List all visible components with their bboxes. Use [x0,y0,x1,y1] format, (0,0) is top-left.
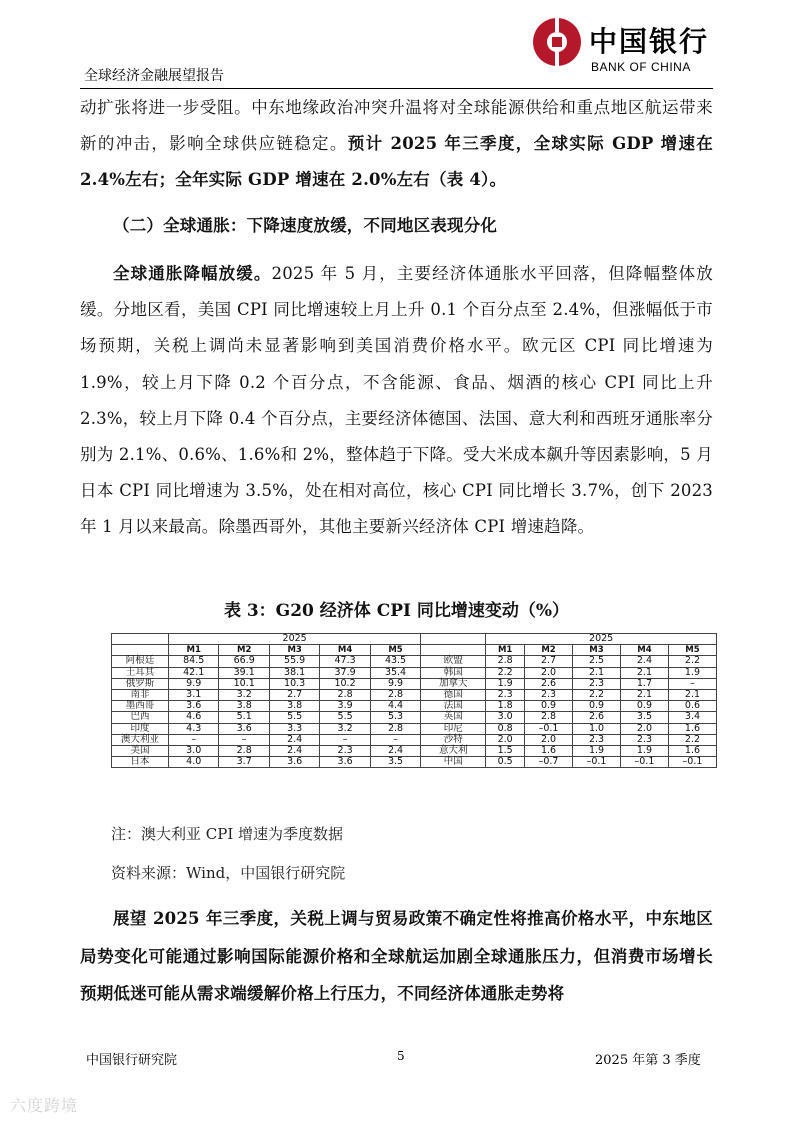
cpi-value: 0.9 [573,701,621,712]
paragraph-outlook-q3: 展望 2025 年三季度，关税上调与贸易政策不确定性将推高价格水平，中东地区局势变化可能通过影响国际能源价格和全球航运加剧全球通胀压力，但消费市场增长预期低迷可能从需求端缓解价格上行压力，不同经济体通胀走势将 [80,909,713,1003]
cpi-value: 39.1 [219,667,269,678]
cpi-value: 2.4 [269,734,319,745]
cpi-value: 2.1 [620,667,668,678]
table-source: 资料来源：Wind，中国银行研究院 [111,864,346,882]
cpi-value: 0.9 [525,701,573,712]
table-row [112,667,717,678]
paragraph-inflation [80,256,713,546]
cpi-value: 2.7 [269,689,319,700]
cpi-value: 3.2 [219,689,269,700]
country-name: 墨西哥 [112,701,169,712]
cpi-value: 1.9 [668,667,716,678]
cpi-value: 2.3 [620,734,668,745]
country-name: 中国 [421,757,486,768]
cpi-value: 3.9 [320,701,370,712]
section-heading: （二）全球通胀：下降速度放缓，不同地区表现分化 [113,216,498,235]
cpi-value: 38.1 [269,667,319,678]
cpi-value: 42.1 [169,667,219,678]
month-header: M1 [486,645,525,656]
month-header: M3 [269,645,319,656]
cpi-value: 0.5 [486,757,525,768]
country-name: 法国 [421,701,486,712]
cpi-value: 2.3 [486,689,525,700]
table-header-year-row [112,634,717,645]
cpi-value: 3.6 [269,757,319,768]
country-name: 沙特 [421,734,486,745]
month-header: M5 [370,645,420,656]
cpi-value: 3.3 [269,723,319,734]
cpi-value: 3.5 [620,712,668,723]
cpi-value: 2.5 [573,656,621,667]
cpi-value: –0.1 [668,757,716,768]
country-name: 南非 [112,689,169,700]
cpi-value: 4.4 [370,701,420,712]
table-row [112,723,717,734]
cpi-value: 3.0 [486,712,525,723]
cpi-value: 4.6 [169,712,219,723]
country-name: 阿根廷 [112,656,169,667]
cpi-value: 1.6 [668,723,716,734]
year-header: 2025 [169,634,421,645]
country-name: 欧盟 [421,656,486,667]
cpi-table [111,633,717,768]
cpi-value: 2.1 [620,689,668,700]
cpi-value: – [169,734,219,745]
cpi-value: 35.4 [370,667,420,678]
cpi-value: 2.1 [573,667,621,678]
cpi-value: 37.9 [320,667,370,678]
cpi-value: – [320,734,370,745]
table-row [112,745,717,756]
logo-chinese-name: 中国银行 [589,25,710,58]
table-header-month-row [112,645,717,656]
cpi-value: 2.0 [525,734,573,745]
cpi-value: 0.8 [486,723,525,734]
table-row [112,678,717,689]
paragraph-text: 动扩张将进一步受阻。中东地缘政治冲突升温将对全球能源供给和重点地区航运带来新的冲击，影响全球供应链稳定。 [80,98,713,154]
paragraph-gdp-outlook [80,90,713,199]
watermark: 六度跨境 [10,1096,79,1115]
cpi-value: 2.3 [573,678,621,689]
cpi-value: 1.9 [486,678,525,689]
report-title: 全球经济金融展望报告 [84,68,224,84]
cpi-value: 4.0 [169,757,219,768]
cpi-value: 2.4 [620,656,668,667]
cpi-value: 3.8 [269,701,319,712]
cpi-value: 3.7 [219,757,269,768]
cpi-value: 2.2 [486,667,525,678]
cpi-value: 84.5 [169,656,219,667]
cpi-value: 66.9 [219,656,269,667]
cpi-value: 3.2 [320,723,370,734]
logo-english-name: BANK OF CHINA [591,60,691,74]
paragraph-lead: 全球通胀降幅放缓。 [113,264,272,283]
table-title: 表 3：G20 经济体 CPI 同比增速变动（%） [223,601,570,621]
cpi-value: 43.5 [370,656,420,667]
cpi-value: 2.7 [525,656,573,667]
cpi-value: 2.2 [573,689,621,700]
footer-period: 2025 年第 3 季度 [595,1053,701,1068]
cpi-value: 0.6 [668,701,716,712]
table-row [112,757,717,768]
cpi-value: 1.9 [620,745,668,756]
cpi-value: 3.0 [169,745,219,756]
gdp-forecast-bold: 预计 2025 年三季度，全球实际 GDP 增速在 2.4%左右；全年实际 GDP 增速在 2.0%左右（表 4）。 [80,134,713,190]
page-number: 5 [397,1049,405,1063]
cpi-value: 3.8 [219,701,269,712]
cpi-value: 55.9 [269,656,319,667]
boc-emblem-icon [533,18,581,66]
cpi-value: 5.5 [269,712,319,723]
country-name: 英国 [421,712,486,723]
cpi-value: –0.1 [620,757,668,768]
table-row [112,689,717,700]
country-name: 巴西 [112,712,169,723]
country-name: 意大利 [421,745,486,756]
cpi-value: 1.5 [486,745,525,756]
cpi-value: 9.9 [370,678,420,689]
table-row [112,701,717,712]
table-row [112,712,717,723]
cpi-value: 2.2 [668,656,716,667]
page-header [80,0,713,89]
country-name: 印尼 [421,723,486,734]
cpi-value: 2.8 [219,745,269,756]
header-blank [421,634,486,645]
cpi-value: 5.3 [370,712,420,723]
cpi-value: 10.1 [219,678,269,689]
cpi-value: 3.1 [169,689,219,700]
cpi-value: 3.6 [169,701,219,712]
cpi-value: 2.2 [668,734,716,745]
month-header: M1 [169,645,219,656]
cpi-value: –0.7 [525,757,573,768]
paragraph-text: 2025 年 5 月，主要经济体通胀水平回落，但降幅整体放缓。分地区看，美国 CPI 同比增速较上月上升 0.1 个百分点至 2.4%，但涨幅低于市场预期，关税上调尚未显著影响到美国消费价格水平。欧元区 CPI 同比增速为 1.9%，较上月下降 0.2 个百分点，不含能源、食品、烟酒的核心 CPI 同比上升 2.3%，较上月下降 0.4 个百分点，主要经济体德国、法国、意大利和西班牙通胀率分别为 2.1%、0.6%、1.6%和 2%，整体趋于下降。受大米成本飙升等因素影响，5 月日本 CPI 同比增速为 3.5%，处在相对高位，核心 CPI 同比增长 3.7%，创下 2023 年 1 月以来最高。除墨西哥外，其他主要新兴经济体 CPI 增速趋降。 [80,264,713,537]
cpi-value: 3.4 [668,712,716,723]
cpi-value: 2.8 [486,656,525,667]
country-name: 日本 [112,757,169,768]
cpi-value: 1.7 [620,678,668,689]
cpi-value: 2.8 [370,689,420,700]
cpi-value: 1.9 [573,745,621,756]
cpi-value: 2.0 [486,734,525,745]
cpi-value: 3.5 [370,757,420,768]
cpi-value: 2.8 [320,689,370,700]
cpi-value: 2.8 [525,712,573,723]
cpi-value: 2.3 [573,734,621,745]
cpi-value: –0.1 [573,757,621,768]
footer-institution: 中国银行研究院 [86,1053,178,1068]
month-header: M4 [620,645,668,656]
header-blank [112,634,169,645]
table-row [112,734,717,745]
cpi-value: 2.6 [573,712,621,723]
cpi-value: 3.6 [320,757,370,768]
cpi-value: 3.6 [219,723,269,734]
cpi-value: 2.6 [525,678,573,689]
cpi-value: 1.0 [573,723,621,734]
cpi-value: 47.3 [320,656,370,667]
cpi-value: 5.1 [219,712,269,723]
cpi-value: – [370,734,420,745]
cpi-value: 10.3 [269,678,319,689]
year-header: 2025 [486,634,717,645]
cpi-value: 1.6 [525,745,573,756]
cpi-value: 2.8 [370,723,420,734]
cpi-value: –0.1 [525,723,573,734]
country-name: 土耳其 [112,667,169,678]
cpi-value: 2.4 [370,745,420,756]
month-header: M4 [320,645,370,656]
cpi-value: 0.9 [620,701,668,712]
cpi-value: 9.9 [169,678,219,689]
country-name: 美国 [112,745,169,756]
month-header: M5 [668,645,716,656]
cpi-value: 4.3 [169,723,219,734]
cpi-value: 2.1 [668,689,716,700]
cpi-value: 1.6 [668,745,716,756]
country-name: 印度 [112,723,169,734]
cpi-value: 1.8 [486,701,525,712]
cpi-value: 2.3 [525,689,573,700]
cpi-value: 2.3 [320,745,370,756]
country-name: 韩国 [421,667,486,678]
country-name: 俄罗斯 [112,678,169,689]
cpi-value: – [219,734,269,745]
cpi-value: 5.5 [320,712,370,723]
cpi-value: 2.0 [525,667,573,678]
month-header: M3 [573,645,621,656]
cpi-value: – [668,678,716,689]
bank-of-china-logo [533,18,713,80]
country-name: 加拿大 [421,678,486,689]
table-row [112,656,717,667]
month-header: M2 [525,645,573,656]
month-header: M2 [219,645,269,656]
cpi-value: 2.0 [620,723,668,734]
cpi-value: 2.4 [269,745,319,756]
country-name: 澳大利亚 [112,734,169,745]
cpi-value: 10.2 [320,678,370,689]
country-name: 德国 [421,689,486,700]
table-note: 注：澳大利亚 CPI 增速为季度数据 [111,825,344,843]
